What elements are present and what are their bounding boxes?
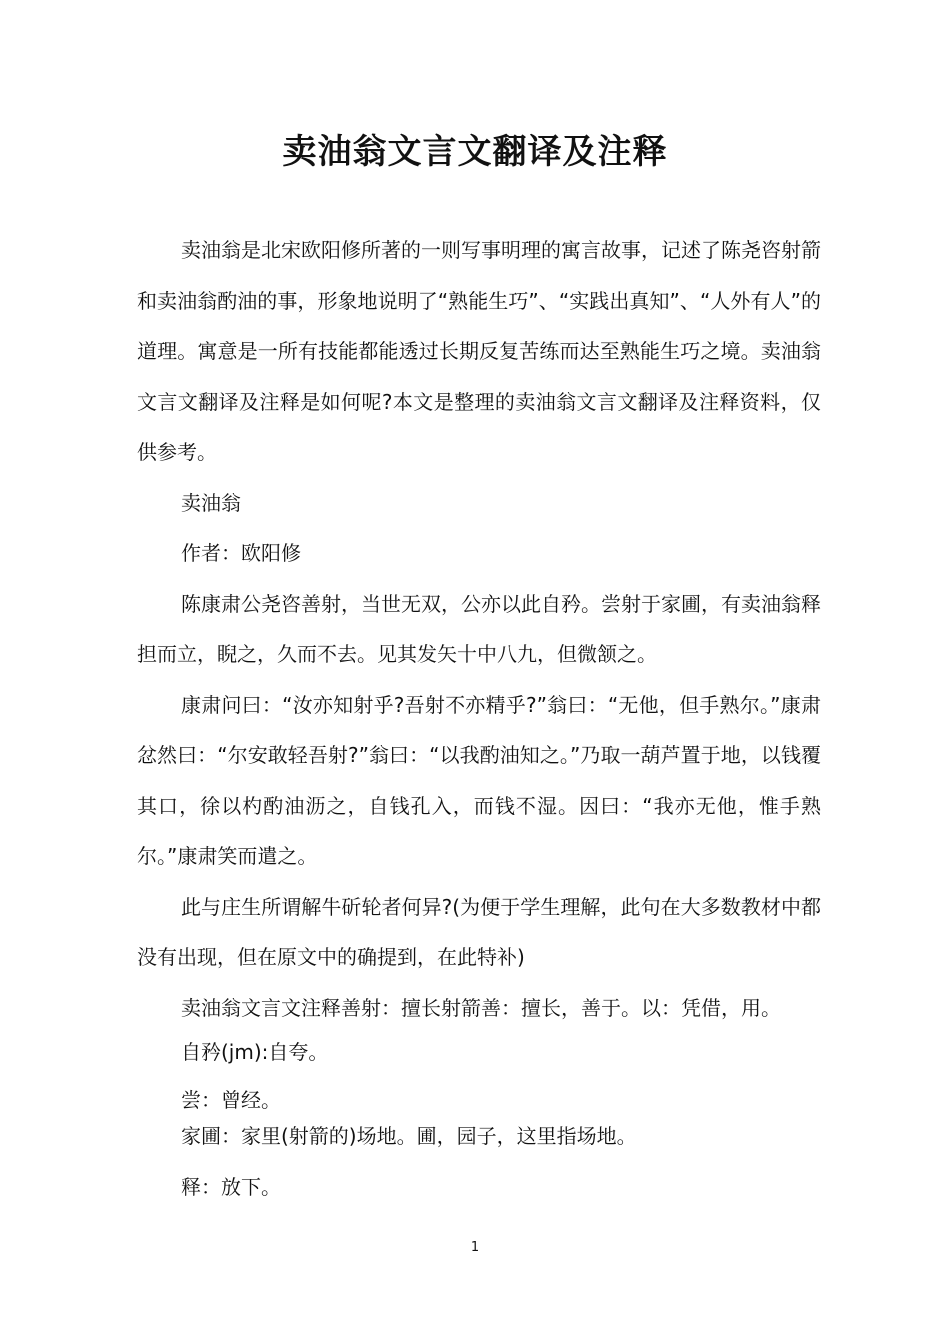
document-body	[137, 225, 821, 1212]
page-title: 卖油翁文言文翻译及注释	[282, 131, 668, 172]
annotation-line: 家圃：家里(射箭的)场地。圃，园子，这里指场地。	[181, 1123, 637, 1148]
annotation-line: 自矜(jm):自夸。	[181, 1040, 329, 1064]
classical-text-paragraph: 康肃问曰：“汝亦知射乎?吾射不亦精乎?”翁曰：“无他，但手熟尔。”康肃忿然曰：“尔安敢轻吾射?”翁曰：“以我酌油知之。”乃取一葫芦置于地，以钱覆其口，徐以杓酌油沥之，自钱孔入，而钱不湿。因曰：“我亦无他，惟手熟尔。”康肃笑而遣之。	[137, 692, 821, 868]
supplement-paragraph: 此与庄生所谓解牛斫轮者何异?(为便于学生理解，此句在大多数教材中都没有出现，但在原文中的确提到，在此特补)	[137, 894, 821, 969]
page-number: 1	[470, 1240, 480, 1255]
classical-text-paragraph: 陈康肃公尧咨善射，当世无双，公亦以此自矜。尝射于家圃，有卖油翁释担而立，睨之，久而不去。见其发矢十中八九，但微颔之。	[137, 591, 821, 666]
intro-paragraph: 卖油翁是北宋欧阳修所著的一则写事明理的寓言故事，记述了陈尧咨射箭和卖油翁酌油的事，形象地说明了“熟能生巧”、“实践出真知”、“人外有人”的道理。寓意是一所有技能都能透过长期反复苦练而达至熟能生巧之境。卖油翁文言文翻译及注释是如何呢?本文是整理的卖油翁文言文翻译及注释资料，仅供参考。	[137, 238, 821, 464]
text-title-line: 卖油翁	[181, 490, 241, 515]
annotation-line: 卖油翁文言文注释善射：擅长射箭善：擅长，善于。以：凭借，用。	[181, 995, 781, 1020]
annotation-line: 释：放下。	[181, 1174, 281, 1199]
annotation-line: 尝：曾经。	[181, 1087, 281, 1112]
author-line: 作者：欧阳修	[181, 541, 301, 565]
